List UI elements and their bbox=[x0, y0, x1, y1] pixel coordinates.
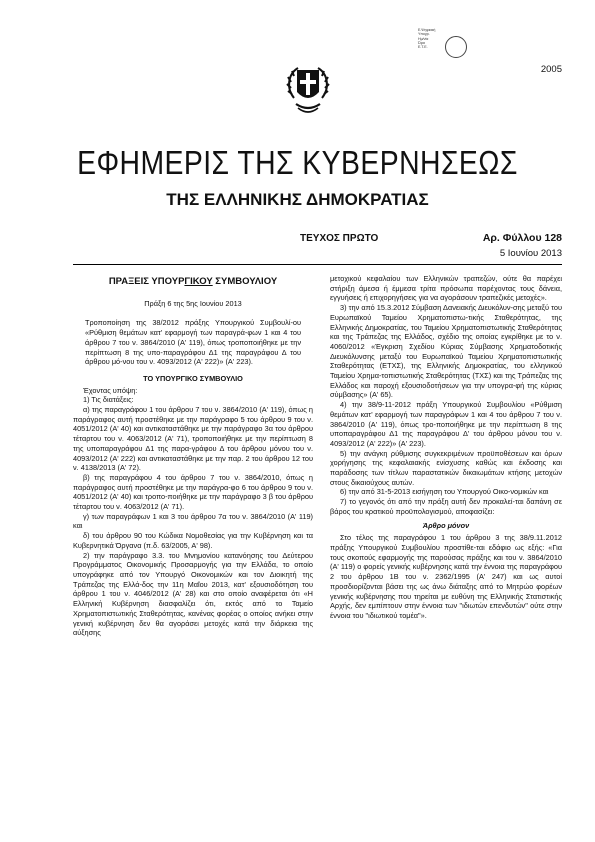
stamp-line: Ε.Ψηφιακή bbox=[418, 28, 436, 32]
article-heading: Άρθρο μόνον bbox=[422, 520, 470, 530]
section-title-part: ΣΥΜΒΟΥΛΙΟΥ bbox=[212, 276, 278, 287]
gazette-subtitle: ΤΗΣ ΕΛΛΗΝΙΚΗΣ ΔΗΜΟΚΡΑΤΙΑΣ bbox=[166, 190, 429, 209]
section-title-underlined: ΓΙΚΟΥ bbox=[184, 276, 213, 287]
act-heading: Πράξη 6 της 5ης Ιουνίου 2013 bbox=[144, 298, 242, 308]
stamp-seal-icon bbox=[445, 36, 467, 58]
issue-date: 5 Ιουνίου 2013 bbox=[499, 248, 562, 259]
paragraph: 6) την από 31-5-2013 εισήγηση του Υπουργού Οικο-νομικών και bbox=[340, 487, 549, 497]
issue-type: ΤΕΥΧΟΣ ΠΡΩΤΟ bbox=[300, 233, 379, 244]
stamp-line: Ώρα bbox=[418, 40, 425, 45]
stamp-line: Ημ/νία bbox=[418, 36, 429, 41]
paragraph: δ) του άρθρου 90 του Κώδικα Νομοθεσίας για την Κυβέρνηση και τα Κυβερνητικά Όργανα (π.δ. 63/2005, Α' 98). bbox=[73, 531, 313, 550]
left-column bbox=[73, 274, 313, 638]
stamp-line: Υπογρ. bbox=[418, 32, 430, 37]
stamp-line: Ε.Τ.Ε. bbox=[418, 45, 428, 50]
paragraph: 4) την 38/9-11-2012 πράξη Υπουργικού Συμβουλίου «Ρύθμιση θεμάτων κατ' εφαρμογή των παραγράφων 1 και 4 του άρθρου 7 του ν. 3864/2010 (Α' 119), όπως τρο-ποποιήθηκε με την περίπτωση 8 της υποπαραγράφου Δ1 της παραγράφου Δ' του άρθρου μόνου του ν. 4093/2012 (Α' 222)» (Α' 223). bbox=[330, 400, 562, 448]
paragraph: Στο τέλος της παραγράφου 1 του άρθρου 3 της 38/9.11.2012 πράξης Υπουργικού Συμβουλίου προστίθε-ται εδάφιο ως εξής: «Για τους σκοπούς εφαρμογής της παρούσας πράξης και του ν. 3864/2010 (Α' 119) ο φορείς γενικής κυβέρνησης κατά την έννοια της παραγράφου 2 του άρθρου 1Β του ν. 2362/1995 (Α' 247) και ως αυτοί προσδιορίζονται βάσει της ως άνω διάταξης από το Μητρώο φορέων γενικής κυβέρνησης που τηρείται με ευθύνη της Ελληνικής Στατιστικής Αρχής, δεν εμπίπτουν στην έννοια των "ιδιωτών επενδυτών" ούτε στην έννοια του "ιδιωτικού τομέα"». bbox=[330, 533, 562, 620]
sheet-number: Αρ. Φύλλου 128 bbox=[482, 232, 562, 244]
paragraph: 3) την από 15.3.2012 Σύμβαση Δανειακής Διευκόλυν-σης μεταξύ του Ευρωπαϊκού Ταμείου Χρηματοπιστω-τικής Σταθερότητας, της Ελληνικής Δημοκρατίας, του Ταμείου Χρηματοπιστωτικής Σταθερότητας και της Τράπεζας της Ελλάδος, σχέδιο της οποίας εγκρίθηκε με το ν. 4060/2012 «Έγκριση Σχεδίου Κύριας Σύμβασης Χρηματοδοτικής Διευκόλυνσης μεταξύ του Ευρωπαϊκού Ταμείου Χρηματοπιστωτικής Σταθερότητας (ΕΤΧΣ), της Ελληνικής Δημοκρατίας, του ελληνικού Ταμείου Χρημα-τοπιστωτικής Σταθερότητας (ΤΧΣ) και της Τράπεζας της Ελλάδος και παροχή εξουσιοδοτήσεων για την υπογρα-φή της κύριας σύμβασης» (Α' 65). bbox=[330, 303, 562, 400]
paragraph: α) της παραγράφου 1 του άρθρου 7 του ν. 3864/2010 (Α' 119), όπως η παράγραφος αυτή προστέθηκε με την παράγραφο 5 του άρθρου 9 του ν. 4051/2012 (Α' 40) και αντικαταστάθηκε με την παράγραφο 3α του άρθρου τέταρτου του ν. 4063/2012 (Α' 71), τροποποιήθηκε με την περίπτωση 8 της υποπαραγράφου Δ1 της παρα-γράφου Δ του άρθρου μόνου του ν. 4093/2012 (Α' 222) και αντικαταστάθηκε με την παρ. 2 του άρθρου 12 του ν. 4138/2013 (Α' 72). bbox=[73, 405, 313, 473]
paragraph: 1) Τις διατάξεις: bbox=[83, 395, 134, 405]
paragraph: Έχοντας υπόψη: bbox=[83, 385, 138, 395]
gazette-masthead: ΕΦΗΜΕΡΙΣ ΤΗΣ ΚΥΒΕΡΝΗΣΕΩΣ bbox=[77, 144, 518, 181]
paragraph: β) της παραγράφου 4 του άρθρου 7 του ν. 3864/2010, όπως η παράγραφος αυτή προστέθηκε με την παράγρα-φο 6 του άρθρου 9 του ν. 4051/2012 (Α' 40) και τροπο-ποιήθηκε με την παράγραφο 3 β του άρθρου τέταρτου του ν. 4063/2012 (Α' 71). bbox=[73, 472, 313, 512]
header-divider bbox=[73, 264, 562, 265]
paragraph: 7) το γεγονός ότι από την πράξη αυτή δεν προκαλεί-ται δαπάνη σε βάρος του κρατικού προϋπολογισμού, αποφασίζει: bbox=[330, 497, 562, 516]
right-column bbox=[330, 274, 562, 621]
paragraph: 5) την ανάγκη ρύθμισης συγκεκριμένων προϋποθέσεων και όρων χορήγησης της κεφαλαιακής ενίσχυσης καθώς και έκδοσης και παράδοσης των τίτλων παραστατικών δικαιωμάτων κτήσης μετοχών στους δικαιούχους αυτών. bbox=[330, 448, 562, 487]
paragraph: γ) των παραγράφων 1 και 3 του άρθρου 7α του ν. 3864/2010 (Α' 119) και bbox=[73, 511, 313, 531]
coat-of-arms-icon bbox=[286, 58, 330, 120]
year-label: 2005 bbox=[540, 64, 562, 75]
section-title bbox=[73, 277, 313, 287]
section-title-part: ΠΡΑΞΕΙΣ ΥΠΟΥΡ bbox=[108, 276, 185, 287]
act-summary: Τροποποίηση της 38/2012 πράξης Υπουργικού Συμβουλί-ου «Ρύθμιση θεμάτων κατ' εφαρμογή των παραγρά-φων 1 και 4 του άρθρου 7 του ν. 3864/2010 (Α' 119), όπως τροποποιήθηκε με την περίπτωση 8 της υπο-παραγράφου Δ1 της παραγράφου Δ του άρθρου μό-νου του ν. 4093/2012 (Α' 222)» (Α' 223). bbox=[85, 318, 301, 367]
council-heading: ΤΟ ΥΠΟΥΡΓΙΚΟ ΣΥΜΒΟΥΛΙΟ bbox=[143, 373, 243, 383]
paragraph: μετοχικού κεφαλαίου των Ελληνικών τραπεζών, ούτε θα παρέχει στήριξη άμεσα ή έμμεσα τρίτα πρόσωπα παρέχοντας τους δάνεια, εγγυήσεις ή επιχορηγήσεις για να αγοράσουν τραπεζικές μετοχές». bbox=[330, 274, 562, 303]
paragraph: 2) την παράγραφο 3.3. του Μνημονίου κατανόησης του Δεύτερου Προγράμματος Οικονομικής Προσαρμογής για την Ελλάδα, το οποίο υπογράφηκε από τον Υπουργό Οικονομικών και τον Διοικητή της Τράπεζας της Ελλά-δος την 11η Μαΐου 2013, κατ' εξουσιοδότηση του άρθρου 1 του ν. 4046/2012 (Α' 28) και στο οποίο αναφέρεται ότι «Η Ελληνική Κυβέρνηση διασφαλίζει ότι, εκτός από το Ταμείο Χρηματοπιστωτικής Σταθερότητας, κανένας φορέας ο οποίος ανήκει στην γενική κυβέρνηση δεν θα αγοράσει μετοχές κατά την διάρκεια της αύξησης bbox=[73, 550, 313, 638]
